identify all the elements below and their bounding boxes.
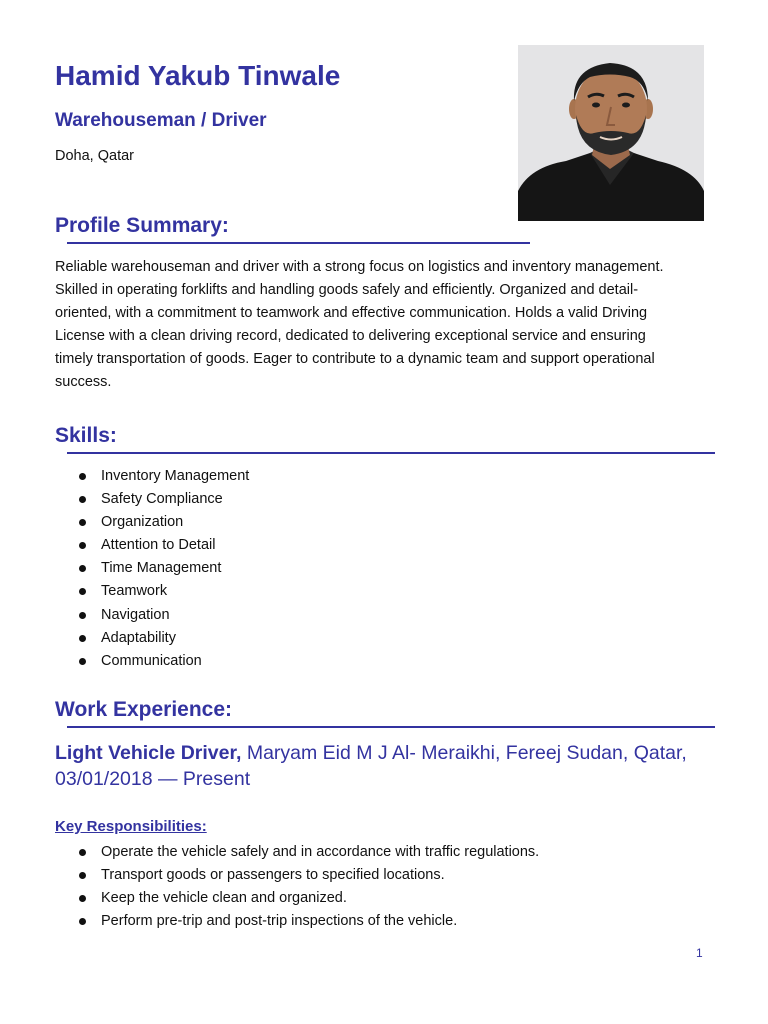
- skill-item: Teamwork: [55, 580, 249, 603]
- profile-summary-heading: Profile Summary:: [55, 214, 229, 237]
- location: Doha, Qatar: [55, 148, 134, 164]
- skill-item: Navigation: [55, 604, 249, 627]
- skills-list: [55, 465, 249, 673]
- work-experience-rule: [67, 726, 715, 728]
- skills-heading: Skills:: [55, 424, 117, 447]
- job-role: Warehouseman / Driver: [55, 110, 267, 131]
- work-experience-heading: Work Experience:: [55, 698, 233, 721]
- profile-summary-text: Reliable warehouseman and driver with a strong focus on logistics and inventory management. Skilled in operating forklifts and handling goods safely and efficiently. Organized and detail-oriented, with a commitment to teamwork and effective communication. Holds a valid Driving License with a clean driving record, dedicated to delivering exceptional service and ensuring timely transportation of goods. Eager to contribute to a dynamic team and support operational success.: [55, 259, 664, 390]
- skill-item: Time Management: [55, 557, 249, 580]
- profile-photo: [518, 45, 704, 221]
- profile-summary-rule: [67, 242, 530, 244]
- skill-item: Inventory Management: [55, 465, 249, 488]
- candidate-name: Hamid Yakub Tinwale: [55, 60, 341, 91]
- skill-item: Adaptability: [55, 627, 249, 650]
- responsibilities-list: [55, 841, 539, 933]
- job-entry: [55, 740, 715, 792]
- job-details: Maryam Eid M J Al- Meraikhi, Fereej Sudan, Qatar, 03/01/2018 — Present: [55, 742, 687, 790]
- skills-rule: [67, 452, 715, 454]
- skill-item: Safety Compliance: [55, 488, 249, 511]
- responsibility-item: Operate the vehicle safely and in accordance with traffic regulations.: [55, 841, 539, 864]
- responsibility-item: Perform pre-trip and post-trip inspections of the vehicle.: [55, 910, 539, 933]
- skill-item: Organization: [55, 511, 249, 534]
- responsibility-item: Keep the vehicle clean and organized.: [55, 887, 539, 910]
- key-responsibilities-heading: Key Responsibilities:: [55, 818, 207, 835]
- page-number: 1: [696, 946, 703, 960]
- skill-item: Communication: [55, 650, 249, 673]
- skill-item: Attention to Detail: [55, 534, 249, 557]
- responsibility-item: Transport goods or passengers to specified locations.: [55, 864, 539, 887]
- job-title: Light Vehicle Driver,: [55, 742, 242, 764]
